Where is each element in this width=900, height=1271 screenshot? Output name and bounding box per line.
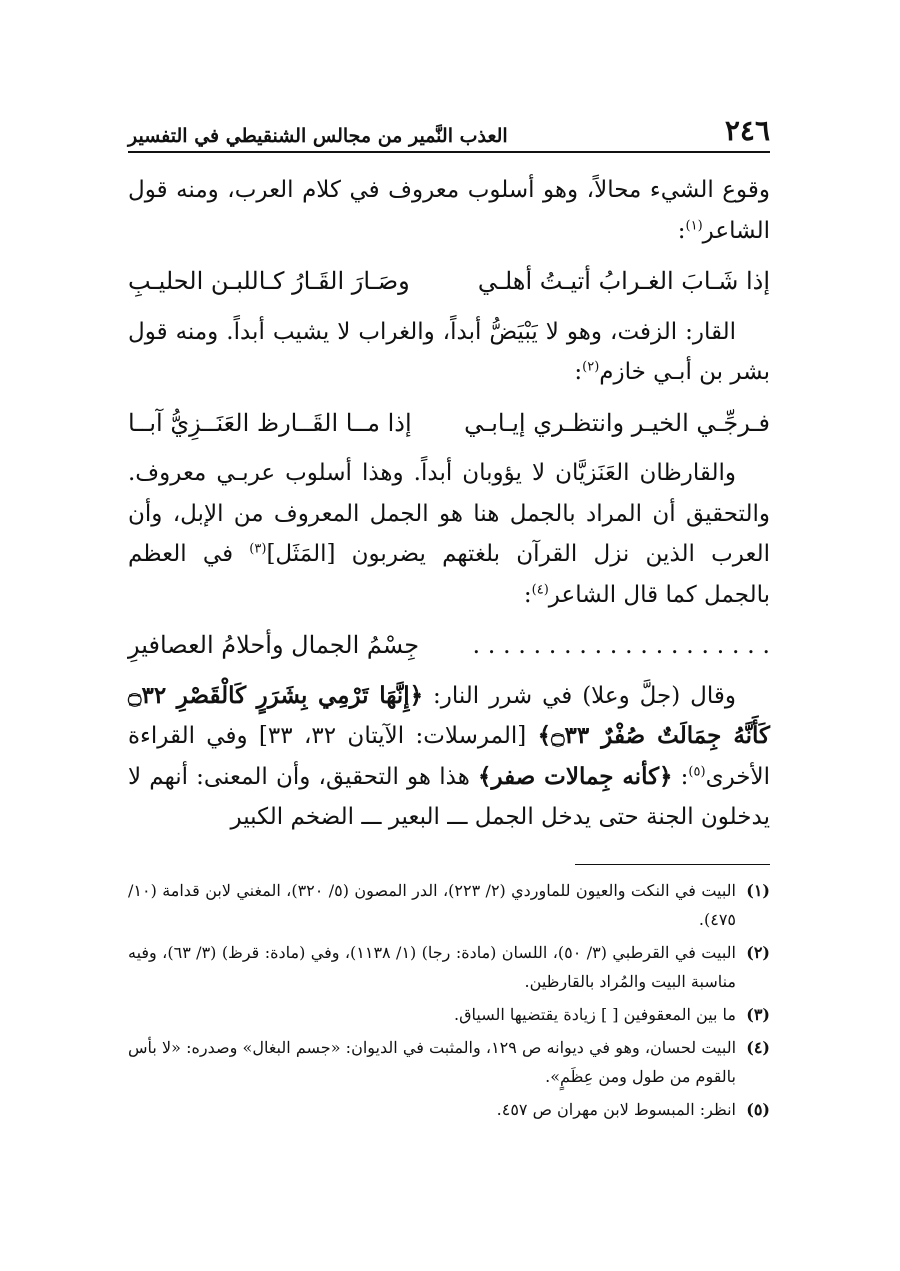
- footnote-number: (٤): [746, 1038, 770, 1057]
- footnote-ref-3[interactable]: (٣): [249, 541, 267, 557]
- footnote-number: (٥): [746, 1100, 770, 1119]
- footnote-text: انظر: المبسوط لابن مهران ص ٤٥٧.: [496, 1100, 736, 1119]
- verse-1-first-hemistich: إذا شَـابَ الغـرابُ أتيـتُ أهلـي: [477, 267, 770, 295]
- footnote-1: [128, 876, 770, 934]
- paragraph-2: القار: الزفت، وهو لا يَبْيَضُّ أبداً، والغراب لا يشيب أبداً. ومنه قول بشر بن أبـي خازم$^{(٢)}$:: [128, 318, 770, 385]
- running-title: العذب النَّمير من مجالس الشنقيطي في التفسير: [128, 125, 508, 147]
- footnote-4: [128, 1033, 770, 1091]
- footnote-text: ما بين المعقوفين [ ] زيادة يقتضيها السياق.: [454, 1005, 736, 1024]
- footnotes: [128, 876, 770, 1128]
- verse-3-omitted-hemistich: . . . . . . . . . . . . . . . . . . . .: [472, 631, 770, 659]
- footnote-ref-4[interactable]: (٤): [531, 581, 549, 597]
- page-header: [128, 103, 770, 153]
- footnote-text: البيت لحسان، وهو في ديوانه ص ١٢٩، والمثبت في الديوان: «جسم البغال» وصدره: «لا بأس بالقوم من طول ومن عِظَمٍ».: [128, 1038, 737, 1086]
- footnote-number: (٢): [746, 943, 770, 962]
- main-text: [128, 170, 770, 838]
- paragraph-3: والقارظان العَنَزيَّان لا يؤوبان أبداً. وهذا أسلوب عربـي معروف. والتحقيق أن المراد بالجمل هنا هو الجمل المعروف من الإبل، وأن العرب الذين نزل القرآن بلغتهم يضربون [المَثَل]$^{(٣)}$ في العظم بالجمل كما قال الشاعر$^{(٤)}$:: [128, 460, 770, 608]
- footnote-number: (٣): [746, 1005, 770, 1024]
- verse-3-second-hemistich: جِسْمُ الجمال وأحلامُ العصافيرِ: [128, 631, 420, 659]
- footnote-number: (١): [746, 881, 770, 900]
- verse-2-second-hemistich: إذا مــا القَــارظ العَنَــزِيُّ آبــا: [128, 408, 412, 437]
- footnote-text: البيت في النكت والعيون للماوردي (٢/ ٢٢٣)، الدر المصون (٥/ ٣٢٠)، المغني لابن قدامة (١٠/ ٤٧٥).: [128, 881, 737, 929]
- verse-1: [128, 261, 770, 302]
- footnote-5: [128, 1095, 770, 1124]
- footnote-text: البيت في القرطبي (٣/ ٥٠)، اللسان (مادة: رجا) (١/ ١١٣٨)، وفي (مادة: قرظ) (٣/ ٦٣)، وفيه مناسبة البيت والمُراد بالقارظين.: [128, 943, 736, 991]
- paragraph-1: وقوع الشيء محالاً، وهو أسلوب معروف في كلام العرب، ومنه قول الشاعر$^{(١)}$:: [128, 177, 770, 244]
- footnote-3: [128, 1000, 770, 1029]
- verse-3: [128, 625, 770, 666]
- footnote-ref-2[interactable]: (٢): [582, 359, 600, 375]
- footnote-ref-5[interactable]: (٥): [688, 763, 706, 779]
- verse-1-second-hemistich: وصَـارَ القَـارُ كـاللبـن الحليـبِ: [128, 267, 410, 295]
- alternate-reading: ﴿كأنه جِمالات صفر﴾: [477, 762, 673, 790]
- footnote-2: [128, 938, 770, 996]
- quran-verse: ﴿إِنَّهَا تَرْمِي بِشَرَرٍ كَالْقَصْرِ ۝٣٢ كَأَنَّهُ جِمَالَتٌ صُفْرٌ ۝٣٣﴾: [128, 681, 771, 749]
- verse-2-first-hemistich: فـرجِّـي الخيـر وانتظـري إيـابـي: [464, 408, 770, 437]
- footnote-separator: [575, 864, 770, 865]
- verse-2: [128, 403, 770, 444]
- footnote-ref-1[interactable]: (١): [685, 217, 703, 233]
- page-number: ٢٤٦: [724, 114, 770, 147]
- paragraph-4: وقال (جلَّ وعلا) في شرر النار: ﴿إِنَّهَا تَرْمِي بِشَرَرٍ كَالْقَصْرِ ۝٣٢ كَأَنَّهُ جِمَالَتٌ صُفْرٌ ۝٣٣﴾ [المرسلات: الآيتان ٣٢، ٣٣] وفي القراءة الأخرى$^{(٥)}$: ﴿كأنه جِمالات صفر﴾ هذا هو التحقيق، وأن المعنى: أنهم لا يدخلون الجنة حتى يدخل الجمل ـــ البعير ـــ الضخم الكبير: [128, 681, 771, 830]
